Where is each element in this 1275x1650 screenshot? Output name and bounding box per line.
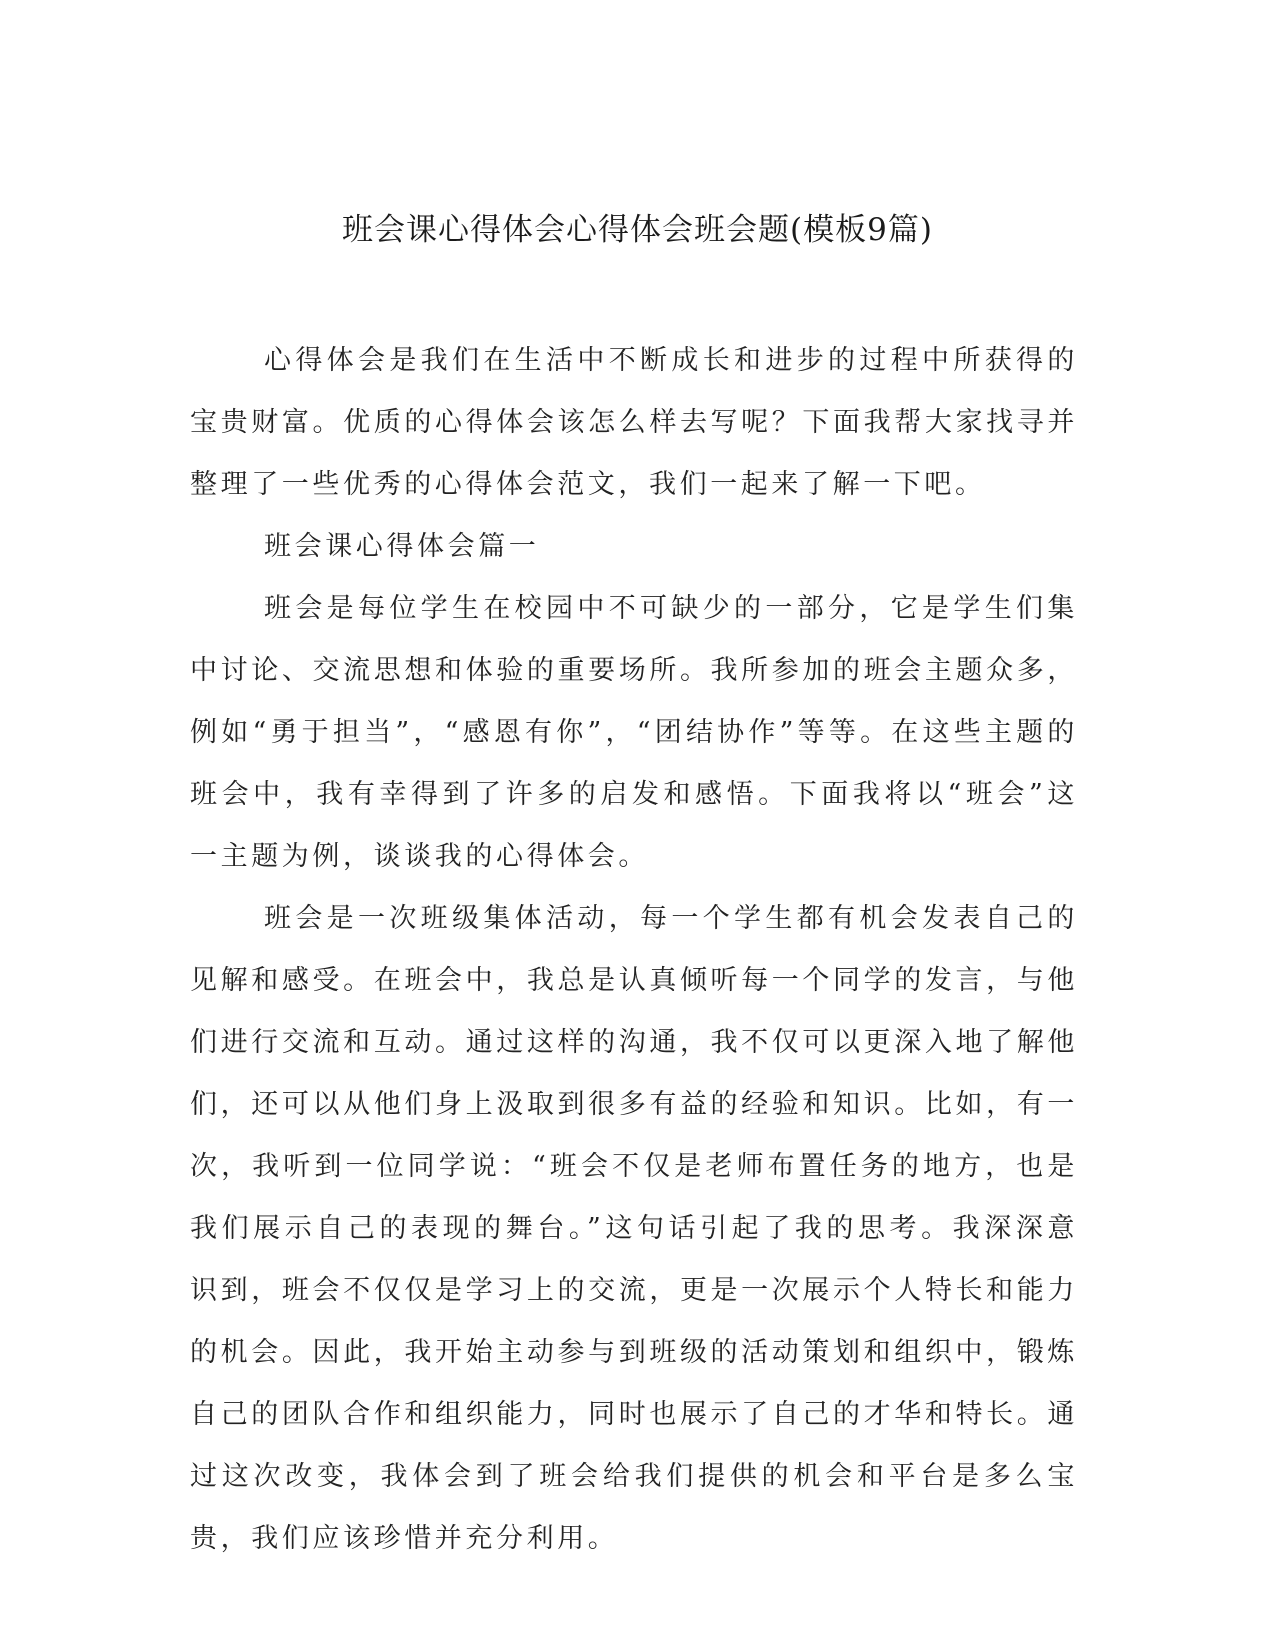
body-paragraph: 班会是每位学生在校园中不可缺少的一部分，它是学生们集中讨论、交流思想和体验的重要场所。我所参加的班会主题众多，例如“勇于担当”，“感恩有你”，“团结协作”等等。在这些主题的班会中，我有幸得到了许多的启发和感悟。下面我将以“班会”这一主题为例，谈谈我的心得体会。 [190, 593, 1078, 872]
body-paragraph: 班会是一次班级集体活动，每一个学生都有机会发表自己的见解和感受。在班会中，我总是认真倾听每一个同学的发言，与他们进行交流和互动。通过这样的沟通，我不仅可以更深入地了解他们，还可以从他们身上汲取到很多有益的经验和知识。比如，有一次，我听到一位同学说：“班会不仅是老师布置任务的地方，也是我们展示自己的表现的舞台。”这句话引起了我的思考。我深深意识到，班会不仅仅是学习上的交流，更是一次展示个人特长和能力的机会。因此，我开始主动参与到班级的活动策划和组织中，锻炼自己的团队合作和组织能力，同时也展示了自己的才华和特长。通过这次改变，我体会到了班会给我们提供的机会和平台是多么宝贵，我们应该珍惜并充分利用。 [190, 903, 1078, 1554]
section-heading: 班会课心得体会篇一 [264, 531, 540, 562]
intro-paragraph: 心得体会是我们在生活中不断成长和进步的过程中所获得的宝贵财富。优质的心得体会该怎么样去写呢？下面我帮大家找寻并整理了一些优秀的心得体会范文，我们一起来了解一下吧。 [190, 345, 1078, 500]
document-title: 班会课心得体会心得体会班会题(模板9篇) [342, 212, 933, 248]
document-body [190, 330, 1078, 1570]
